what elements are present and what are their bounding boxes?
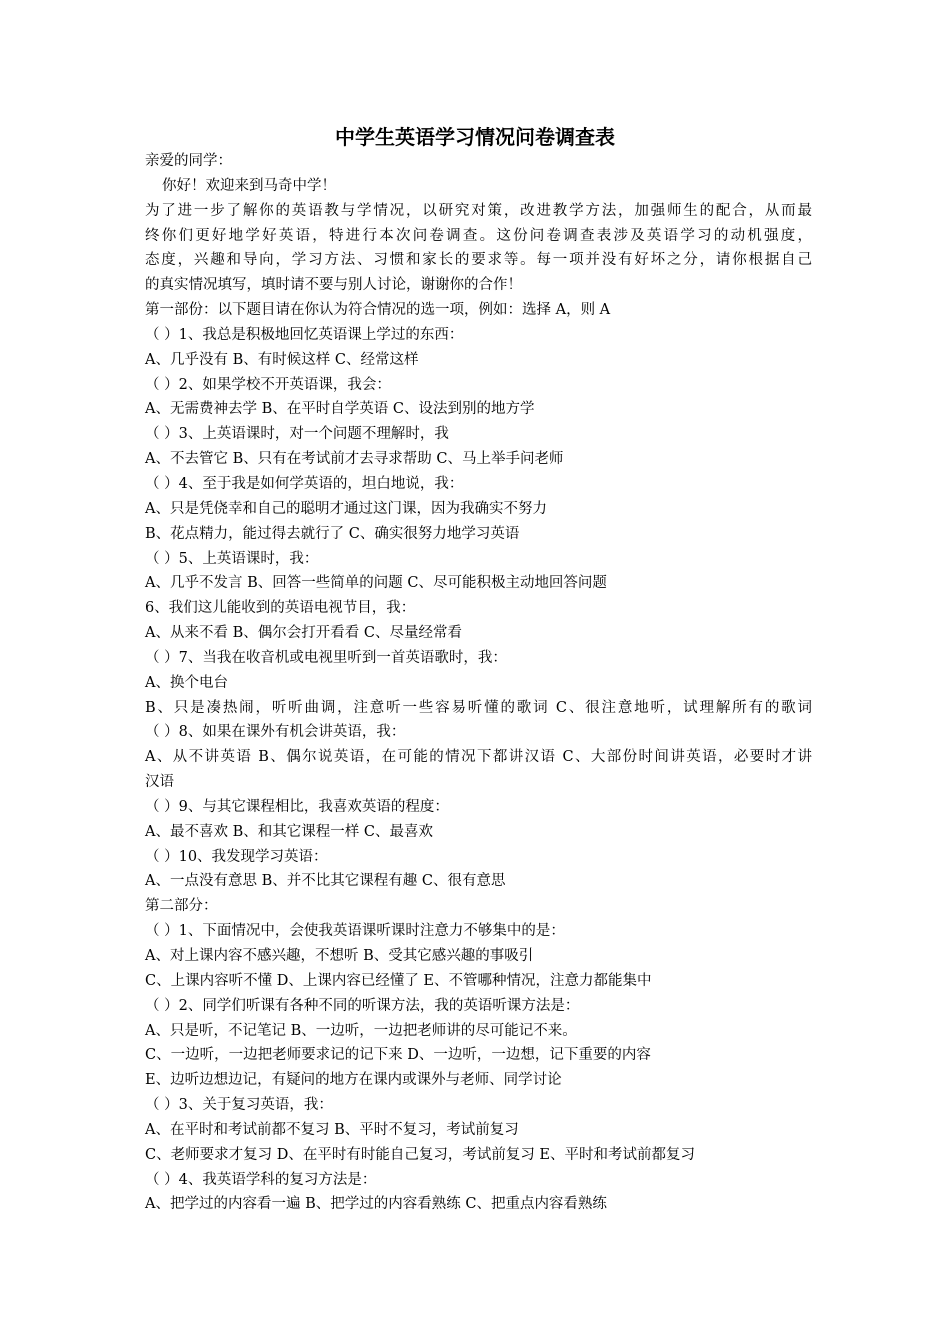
- question-line: （ ）10、我发现学习英语：: [145, 848, 328, 865]
- welcome-line: 你好！欢迎来到马奇中学！: [162, 177, 336, 194]
- option-line: A、几乎不发言 B、回答一些简单的问题 C、尽可能积极主动地回答问题: [145, 575, 607, 592]
- option-line: C、一边听，一边把老师要求记的记下来 D、一边听，一边想，记下重要的内容: [145, 1047, 651, 1064]
- intro-paragraph-line: 的真实情况填写，填时请不要与别人讨论，谢谢你的合作！: [145, 277, 522, 294]
- option-line: A、最不喜欢 B、和其它课程一样 C、最喜欢: [145, 823, 433, 840]
- document-title: 中学生英语学习情况问卷调查表: [335, 125, 615, 149]
- option-line: A、只是听，不记笔记 B、一边听，一边把老师讲的尽可能记不来。: [145, 1022, 577, 1039]
- intro-paragraph-line: 终你们更好地学好英语，特进行本次问卷调查。这份问卷调查表涉及英语学习的动机强度，: [145, 227, 812, 244]
- option-line: A、一点没有意思 B、并不比其它课程有趣 C、很有意思: [145, 873, 506, 890]
- option-line: A、换个电台: [145, 674, 228, 691]
- question-line: （ ）3、上英语课时，对一个问题不理解时，我: [145, 426, 449, 443]
- option-line: A、不去管它 B、只有在考试前才去寻求帮助 C、马上举手问老师: [145, 451, 564, 468]
- question-line: （ ）2、同学们听课有各种不同的听课方法，我的英语听课方法是：: [145, 997, 580, 1014]
- question-line: （ ）4、至于我是如何学英语的，坦白地说，我：: [145, 475, 464, 492]
- option-line: A、从来不看 B、偶尔会打开看看 C、尽量经常看: [145, 625, 462, 642]
- option-line: A、在平时和考试前都不复习 B、平时不复习，考试前复习: [145, 1121, 519, 1138]
- question-line: （ ）5、上英语课时，我：: [145, 550, 319, 567]
- question-line: （ ）3、关于复习英语，我：: [145, 1097, 333, 1114]
- option-line: A、只是凭侥幸和自己的聪明才通过这门课，因为我确实不努力: [145, 500, 547, 517]
- intro-paragraph-line: 为了进一步了解你的英语教与学情况，以研究对策，改进教学方法，加强师生的配合，从而最: [145, 202, 812, 219]
- question-line: （ ）7、当我在收音机或电视里听到一首英语歌时，我：: [145, 649, 507, 666]
- option-line: E、边听边想边记，有疑问的地方在课内或课外与老师、同学讨论: [145, 1072, 562, 1089]
- question-line: （ ）1、下面情况中，会使我英语课听课时注意力不够集中的是：: [145, 923, 565, 940]
- option-line: C、老师要求才复习 D、在平时有时能自己复习，考试前复习 E、平时和考试前都复习: [145, 1146, 696, 1163]
- part1-heading: 第一部份：以下题目请在你认为符合情况的选一项，例如：选择 A，则 A: [145, 302, 611, 319]
- part2-heading: 第二部分：: [145, 898, 218, 915]
- option-line: A、无需费神去学 B、在平时自学英语 C、设法到别的地方学: [145, 401, 535, 418]
- option-line: 汉语: [145, 774, 174, 791]
- option-line: B、只是凑热闹，听听曲调，注意听一些容易听懂的歌词 C、很注意地听，试理解所有的歌词: [145, 699, 812, 716]
- option-line: A、把学过的内容看一遍 B、把学过的内容看熟练 C、把重点内容看熟练: [145, 1196, 607, 1213]
- question-line: （ ）1、我总是积极地回忆英语课上学过的东西：: [145, 326, 464, 343]
- question-line: 6、我们这儿能收到的英语电视节目，我：: [145, 600, 416, 617]
- question-line: （ ）2、如果学校不开英语课，我会：: [145, 376, 391, 393]
- document-body: [145, 149, 812, 1217]
- option-line: C、上课内容听不懂 D、上课内容已经懂了 E、不管哪种情况，注意力都能集中: [145, 972, 652, 989]
- option-line: A、对上课内容不感兴趣，不想听 B、受其它感兴趣的事吸引: [145, 948, 534, 964]
- option-line: A、几乎没有 B、有时候这样 C、经常这样: [145, 351, 419, 368]
- option-line: B、花点精力，能过得去就行了 C、确实很努力地学习英语: [145, 525, 520, 542]
- greeting: 亲爱的同学：: [145, 153, 232, 169]
- intro-paragraph-line: 态度，兴趣和导向，学习方法、习惯和家长的要求等。每一项并没有好坏之分，请你根据自己: [145, 252, 812, 269]
- question-line: （ ）8、如果在课外有机会讲英语，我：: [145, 724, 406, 741]
- option-line: A、从不讲英语 B、偶尔说英语，在可能的情况下都讲汉语 C、大部份时间讲英语，必要时才讲: [145, 749, 812, 766]
- question-line: （ ）4、我英语学科的复习方法是：: [145, 1171, 377, 1188]
- question-line: （ ）9、与其它课程相比，我喜欢英语的程度：: [145, 798, 449, 815]
